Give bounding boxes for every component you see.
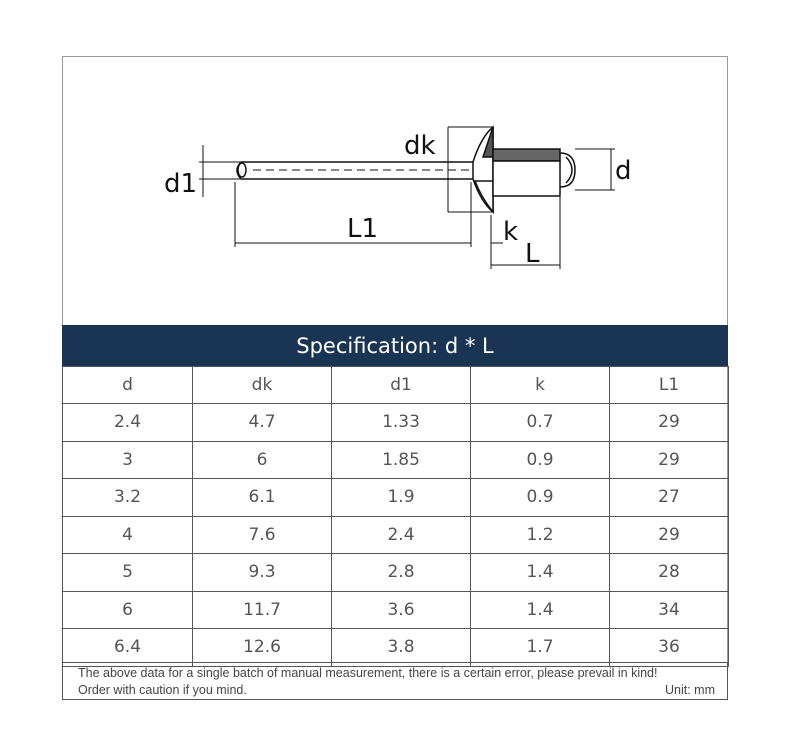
table-cell: 4.7 [193, 404, 332, 442]
table-cell: 1.2 [471, 516, 610, 554]
d1-label: d1 [164, 169, 198, 199]
table-cell: 1.33 [332, 404, 471, 442]
spec-table [62, 366, 729, 667]
note-line-2: Order with caution if you mind. [78, 683, 247, 697]
column-header: d [63, 367, 193, 404]
table-row [63, 554, 729, 592]
table-cell: 29 [610, 441, 729, 479]
table-row [63, 404, 729, 442]
table-cell: 0.9 [471, 441, 610, 479]
measurement-note [62, 662, 728, 700]
table-cell: 6 [193, 441, 332, 479]
l1-label: L1 [347, 214, 379, 244]
table-cell: 4 [63, 516, 193, 554]
rivet-diagram [63, 57, 727, 325]
table-cell: 3.2 [63, 479, 193, 517]
spec-table-title: Specification: d * L [62, 325, 728, 366]
table-cell: 1.85 [332, 441, 471, 479]
table-cell: 28 [610, 554, 729, 592]
table-cell: 5 [63, 554, 193, 592]
k-label: k [503, 217, 519, 247]
table-cell: 0.9 [471, 479, 610, 517]
table-cell: 1.9 [332, 479, 471, 517]
table-cell: 29 [610, 516, 729, 554]
l-label: L [525, 239, 540, 269]
table-row [63, 479, 729, 517]
table-cell: 1.7 [471, 629, 610, 667]
table-cell: 7.6 [193, 516, 332, 554]
unit-label: Unit: mm [665, 683, 715, 697]
rivet-drawing [63, 57, 727, 325]
column-header: dk [193, 367, 332, 404]
column-header: k [471, 367, 610, 404]
table-cell: 6.1 [193, 479, 332, 517]
table-cell: 3 [63, 441, 193, 479]
table-cell: 36 [610, 629, 729, 667]
table-cell: 2.4 [332, 516, 471, 554]
table-row [63, 516, 729, 554]
table-cell: 2.4 [63, 404, 193, 442]
rivet-body [493, 149, 575, 196]
note-line-1: The above data for a single batch of manual measurement, there is a certain error, please prevail in kind! [78, 666, 658, 680]
table-cell: 3.8 [332, 629, 471, 667]
mandrel [237, 162, 473, 179]
table-cell: 34 [610, 591, 729, 629]
table-header-row [63, 367, 729, 404]
table-cell: 29 [610, 404, 729, 442]
table-cell: 1.4 [471, 554, 610, 592]
dk-label: dk [404, 131, 436, 161]
table-cell: 12.6 [193, 629, 332, 667]
table-cell: 6 [63, 591, 193, 629]
table-cell: 6.4 [63, 629, 193, 667]
d-label: d [615, 156, 632, 186]
column-header: d1 [332, 367, 471, 404]
rivet-head [473, 127, 493, 212]
table-cell: 3.6 [332, 591, 471, 629]
table-cell: 2.8 [332, 554, 471, 592]
table-row [63, 591, 729, 629]
table-row [63, 441, 729, 479]
table-cell: 27 [610, 479, 729, 517]
table-cell: 1.4 [471, 591, 610, 629]
table-cell: 0.7 [471, 404, 610, 442]
table-cell: 9.3 [193, 554, 332, 592]
table-row [63, 629, 729, 667]
column-header: L1 [610, 367, 729, 404]
table-cell: 11.7 [193, 591, 332, 629]
